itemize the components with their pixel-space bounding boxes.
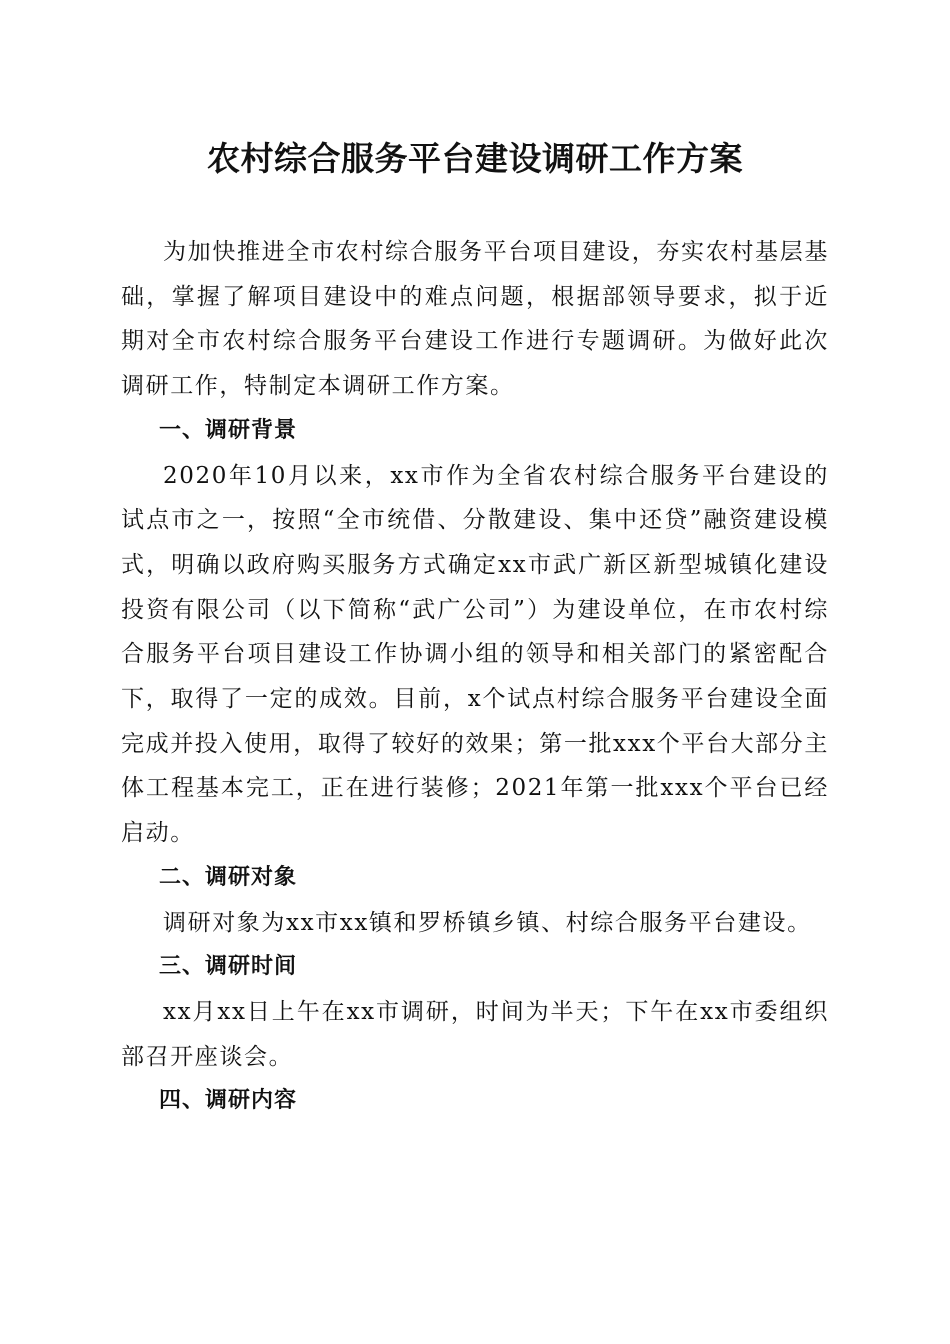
intro-paragraph: 为加快推进全市农村综合服务平台项目建设，夯实农村基层基础，掌握了解项目建设中的难点问题，根据部领导要求，拟于近期对全市农村综合服务平台建设工作进行专题调研。为做好此次调研工作，特制定本调研工作方案。 <box>121 239 829 400</box>
section-heading-target: 二、调研对象 <box>159 864 298 890</box>
document-body <box>121 230 829 1124</box>
section-paragraph-time: xx月xx日上午在xx市调研，时间为半天；下午在xx市委组织部召开座谈会。 <box>121 998 829 1070</box>
section-heading-background: 一、调研背景 <box>159 417 298 443</box>
document-title: 农村综合服务平台建设调研工作方案 <box>207 139 743 178</box>
section-paragraph-target: 调研对象为xx市xx镇和罗桥镇乡镇、村综合服务平台建设。 <box>163 909 812 936</box>
section-heading-time: 三、调研时间 <box>159 954 298 980</box>
section-paragraph-background: 2020年10月以来，xx市作为全省农村综合服务平台建设的试点市之一，按照“全市统借、分散建设、集中还贷”融资建设模式，明确以政府购买服务方式确定xx市武广新区新型城镇化建设投资有限公司（以下简称“武广公司”）为建设单位，在市农村综合服务平台项目建设工作协调小组的领导和相关部门的紧密配合下，取得了一定的成效。目前，x个试点村综合服务平台建设全面完成并投入使用，取得了较好的效果；第一批xxx个平台大部分主体工程基本完工，正在进行装修；2021年第一批xxx个平台已经启动。 <box>121 462 829 847</box>
section-heading-content: 四、调研内容 <box>159 1088 298 1114</box>
